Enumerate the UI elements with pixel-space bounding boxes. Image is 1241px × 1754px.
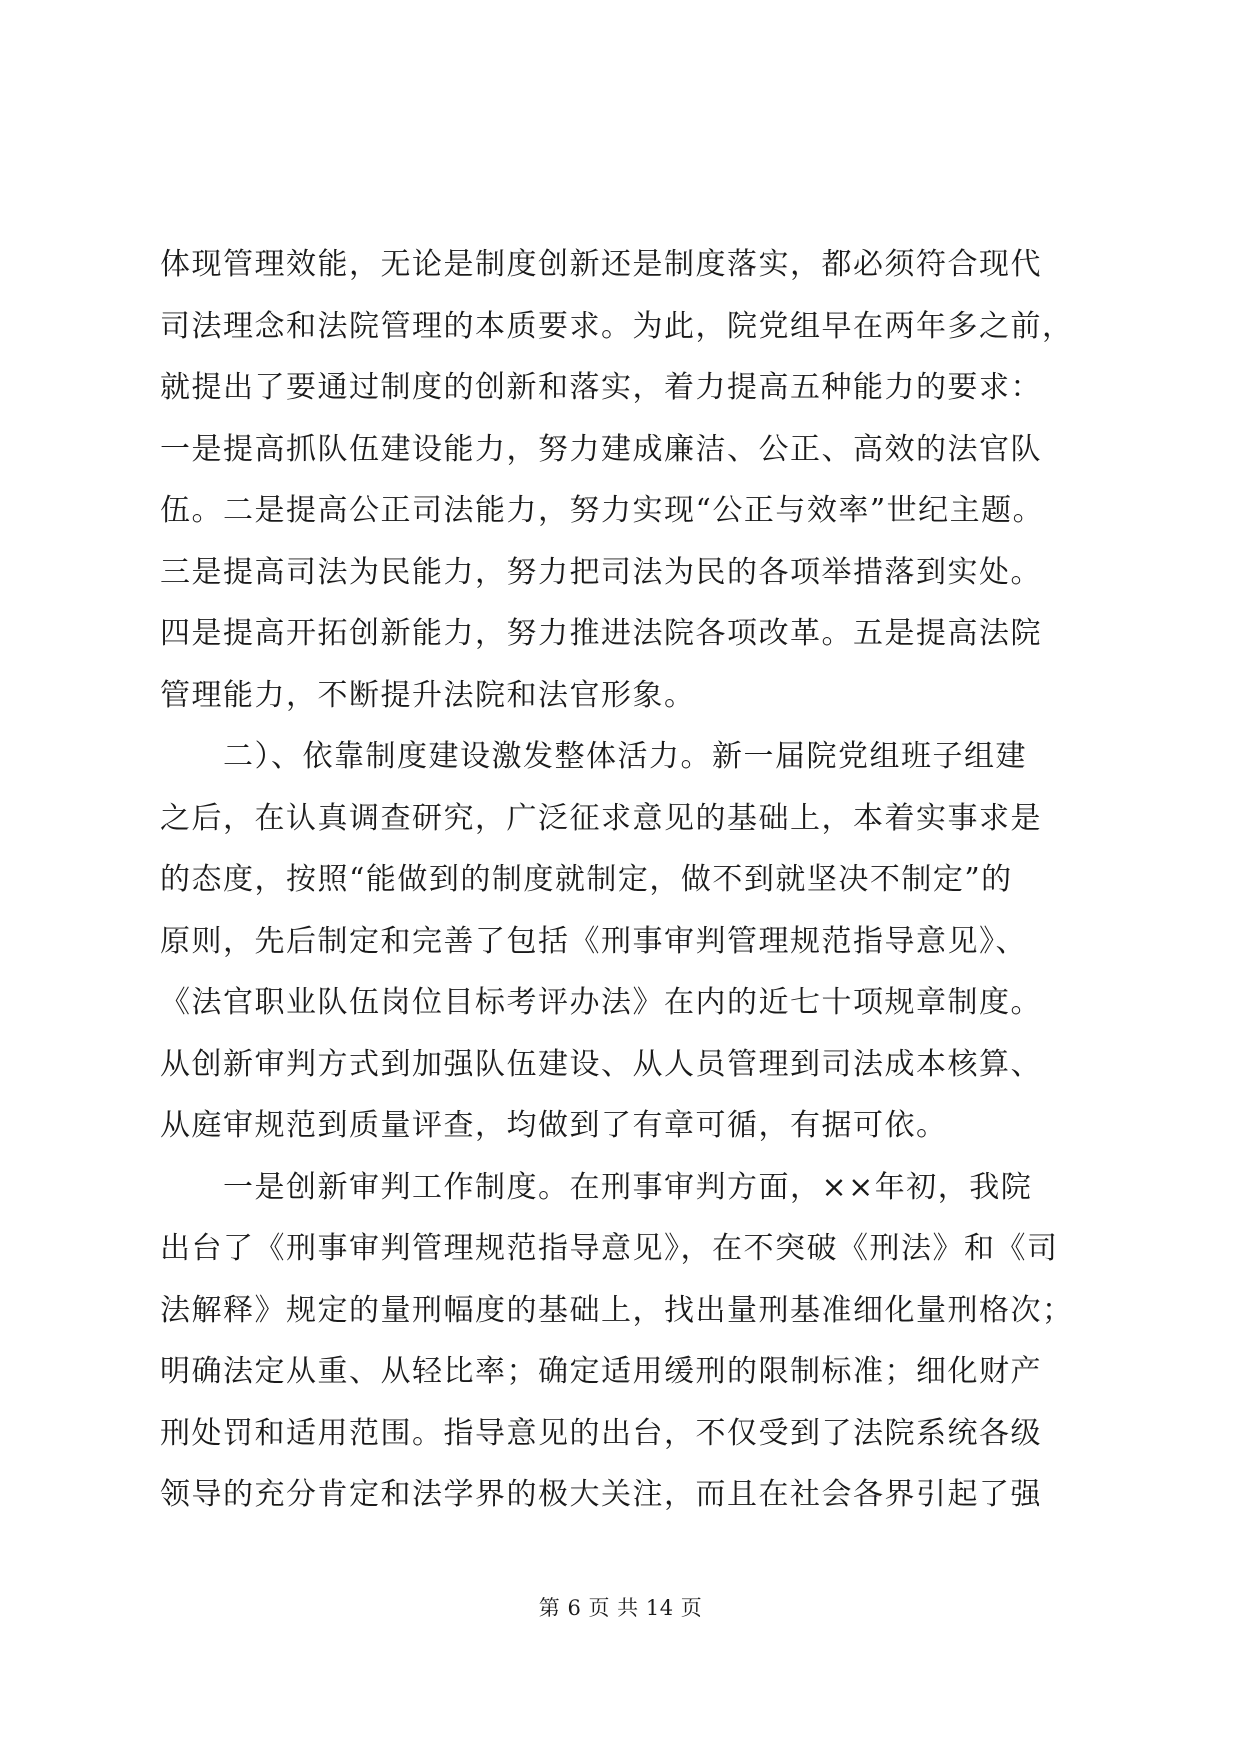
text-line: 原则，先后制定和完善了包括《刑事审判管理规范指导意见》、 [160,923,1027,959]
text-line: 二）、依靠制度建设激发整体活力。新一届院党组班子组建 [160,739,1027,774]
text-line: 一是提高抓队伍建设能力，努力建成廉洁、公正、高效的法官队 [160,431,1042,467]
text-line: 《法官职业队伍岗位目标考评办法》在内的近七十项规章制度。 [160,985,1042,1020]
text-line: 司法理念和法院管理的本质要求。为此，院党组早在两年多之前， [160,308,1074,344]
text-line: 从创新审判方式到加强队伍建设、从人员管理到司法成本核算、 [160,1046,1042,1082]
page-number-footer: 第 6 页 共 14 页 [538,1596,703,1620]
text-line: 伍。二是提高公正司法能力，努力实现“公正与效率”世纪主题。 [160,493,1045,528]
text-line: 出台了《刑事审判管理规范指导意见》，在不突破《刑法》和《司 [160,1231,1059,1266]
text-line: 从庭审规范到质量评查，均做到了有章可循，有据可依。 [160,1108,948,1143]
text-line: 领导的充分肯定和法学界的极大关注，而且在社会各界引起了强 [160,1477,1042,1512]
text-line: 明确法定从重、从轻比率；确定适用缓刑的限制标准；细化财产 [160,1354,1042,1389]
text-line: 法解释》规定的量刑幅度的基础上，找出量刑基准细化量刑格次； [160,1292,1074,1328]
text-line: 四是提高开拓创新能力，努力推进法院各项改革。五是提高法院 [160,616,1042,651]
text-line: 就提出了要通过制度的创新和落实，着力提高五种能力的要求： [160,370,1042,405]
text-line: 之后，在认真调查研究，广泛征求意见的基础上，本着实事求是 [160,800,1042,836]
body-text [160,234,1080,1526]
text-line: 管理能力，不断提升法院和法官形象。 [160,677,696,713]
text-line: 三是提高司法为民能力，努力把司法为民的各项举措落到实处。 [160,554,1042,590]
text-line: 的态度，按照“能做到的制度就制定，做不到就坚决不制定”的 [160,862,1013,897]
text-line: 体现管理效能，无论是制度创新还是制度落实，都必须符合现代 [160,247,1042,282]
text-line: 刑处罚和适用范围。指导意见的出台，不仅受到了法院系统各级 [160,1415,1042,1451]
text-line: 一是创新审判工作制度。在刑事审判方面，××年初，我院 [160,1169,1033,1205]
